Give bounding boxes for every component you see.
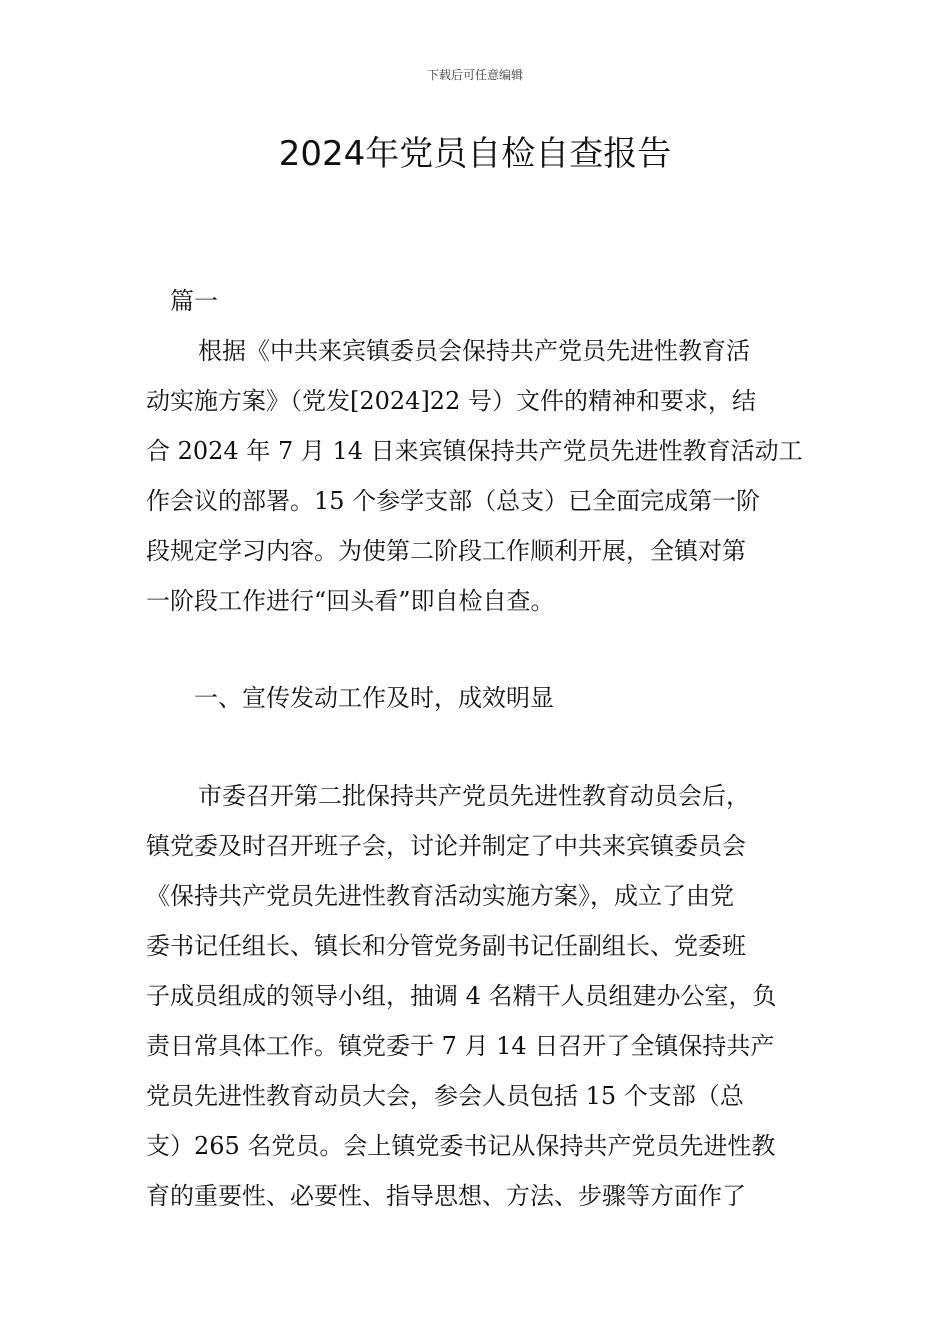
paragraph-1-line: 段规定学习内容。为使第二阶段工作顺利开展，全镇对第 [146, 537, 746, 565]
paragraph-1-line: 作会议的部署。15 个参学支部（总支）已全面完成第一阶 [146, 487, 761, 515]
paragraph-2-line: 委书记任组长、镇长和分管党务副书记任副组长、党委班 [146, 932, 746, 960]
paragraph-2-line: 镇党委及时召开班子会，讨论并制定了中共来宾镇委员会 [146, 832, 746, 860]
paragraph-1-line: 动实施方案》（党发[2024]22 号）文件的精神和要求，结 [146, 387, 756, 415]
header-note: 下载后可任意编辑 [426, 68, 523, 82]
paragraph-2-line: 《保持共产党员先进性教育活动实施方案》，成立了由党 [146, 882, 734, 910]
paragraph-2-line: 市委召开第二批保持共产党员先进性教育动员会后， [198, 782, 750, 810]
paragraph-1 [146, 326, 806, 626]
paragraph-2 [146, 771, 806, 1221]
paragraph-2-line: 育的重要性、必要性、指导思想、方法、步骤等方面作了 [146, 1182, 746, 1210]
paragraph-2-line: 子成员组成的领导小组，抽调 4 名精干人员组建办公室，负 [146, 982, 777, 1010]
paragraph-2-line: 责日常具体工作。镇党委于 7 月 14 日召开了全镇保持共产 [146, 1032, 775, 1060]
document-title: 2024年党员自检自查报告 [278, 134, 672, 174]
paragraph-1-line: 一阶段工作进行“回头看”即自检自查。 [146, 587, 555, 615]
paragraph-1-line: 根据《中共来宾镇委员会保持共产党员先进性教育活 [198, 337, 750, 365]
paragraph-2-line: 党员先进性教育动员大会，参会人员包括 15 个支部（总 [146, 1082, 744, 1110]
paragraph-2-line: 支）265 名党员。会上镇党委书记从保持共产党员先进性教 [146, 1132, 776, 1160]
section-heading: 一、宣传发动工作及时，成效明显 [194, 684, 554, 712]
piece-label: 篇一 [170, 287, 218, 315]
paragraph-1-line: 合 2024 年 7 月 14 日来宾镇保持共产党员先进性教育活动工 [146, 437, 803, 465]
